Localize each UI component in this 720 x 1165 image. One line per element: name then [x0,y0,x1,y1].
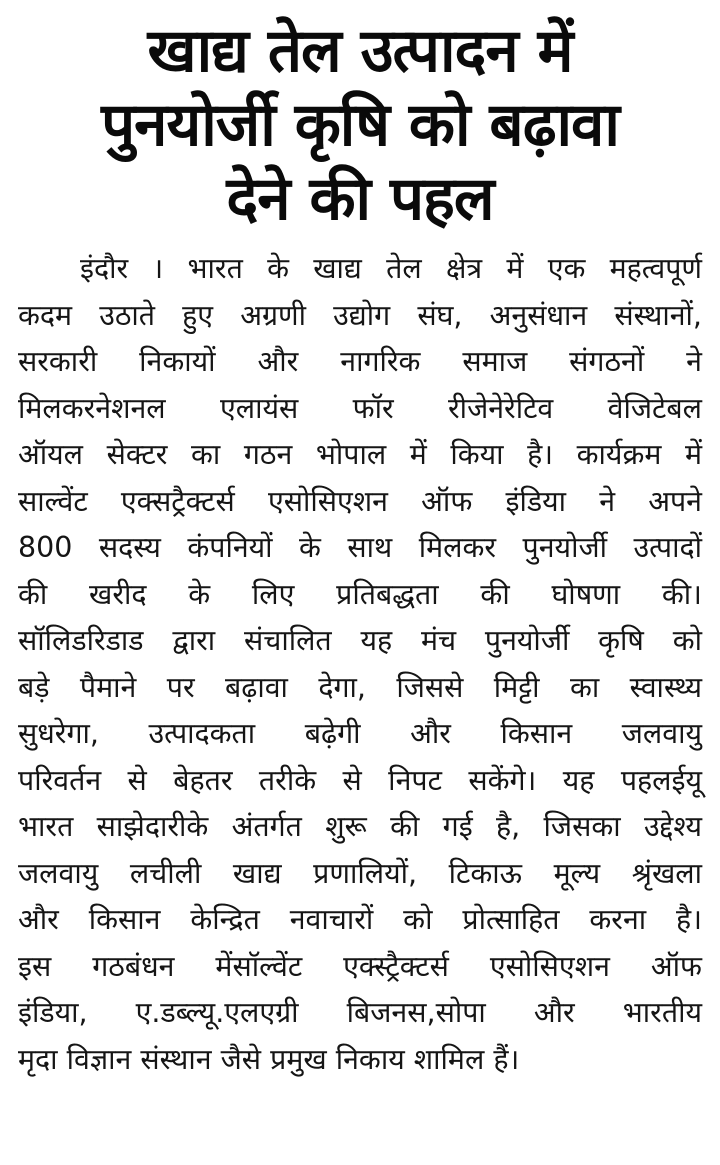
headline-line: पुनयोर्जी कृषि को बढ़ावा [101,90,619,160]
headline-line: खाद्य तेल उत्पादन में [147,16,573,86]
body-line: मृदा विज्ञान संस्थान जैसे प्रमुख निकाय शामिल हैं। [18,1042,520,1076]
body-line: और किसान केन्द्रित नवाचारों को प्रोत्साहित करना है। [18,903,702,936]
body-line: साल्वेंट एक्सट्रैक्टर्स एसोसिएशन ऑफ इंडिया ने अपने [18,484,702,518]
body-line: की खरीद के लिए प्रतिबद्धता की घोषणा की। [18,577,702,611]
body-line: भारत साझेदारीके अंतर्गत शुरू की गई है, जिसका उद्देश्य [18,810,702,843]
article-headline [18,14,702,236]
article-body [18,246,702,1083]
body-line: परिवर्तन से बेहतर तरीके से निपट सकेंगे। यह पहलईयू [18,763,702,797]
body-line: ऑयल सेक्टर का गठन भोपाल में किया है। कार्यक्रम में [18,438,702,471]
body-line: मिलकरनेशनल एलायंस फॉर रीजेनेरेटिव वेजिटेबल [18,391,702,425]
headline-line: देने की पहल [226,164,494,234]
body-line: सरकारी निकायों और नागरिक समाज संगठनों ने [18,345,702,378]
body-line: इस गठबंधन मेंसॉल्वेंट एक्स्ट्रैक्टर्स एसोसिएशन ऑफ [18,949,702,983]
body-line: इंदौर । भारत के खाद्य तेल क्षेत्र में एक महत्वपूर्ण [80,252,702,285]
body-line: इंडिया, ए.डब्ल्यू.एलएग्री बिजनस,सोपा और भारतीय [18,996,702,1029]
body-line: कदम उठाते हुए अग्रणी उद्योग संघ, अनुसंधान संस्थानों, [18,298,702,332]
body-line: सुधरेगा, उत्पादकता बढ़ेगी और किसान जलवायु [18,717,702,750]
body-line: 800 सदस्य कंपनियों के साथ मिलकर पुनयोर्जी उत्पादों [18,531,702,564]
body-line: जलवायु लचीली खाद्य प्रणालियों, टिकाऊ मूल्य श्रृंखला [18,856,702,890]
body-line: सॉलिडरिडाड द्वारा संचालित यह मंच पुनयोर्जी कृषि को [18,624,702,657]
body-line: बड़े पैमाने पर बढ़ावा देगा, जिससे मिट्टी का स्वास्थ्य [18,670,702,704]
